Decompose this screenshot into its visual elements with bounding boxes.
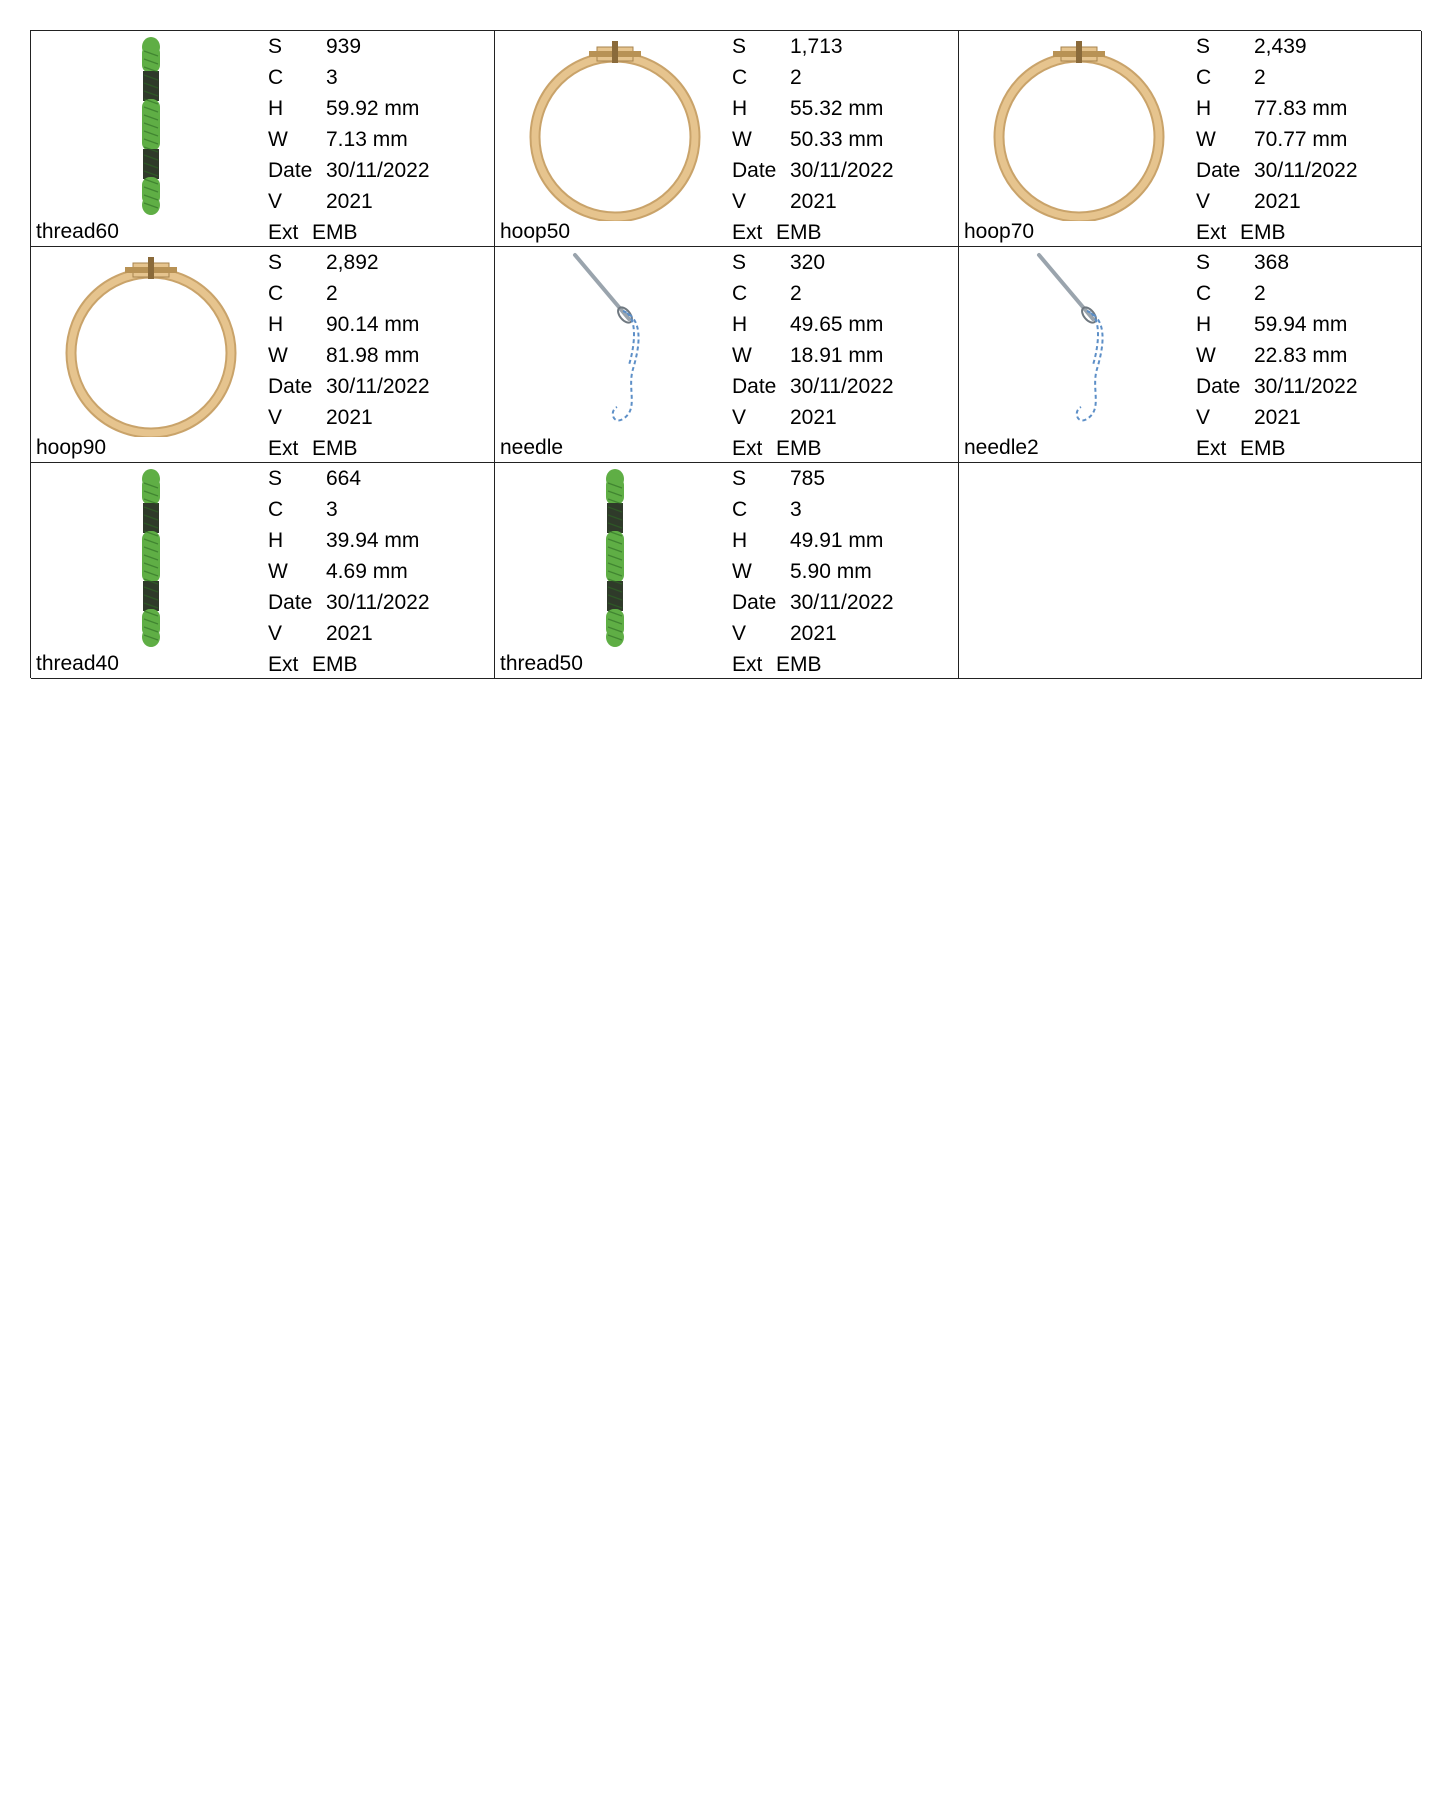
embroidery-hoop-icon <box>41 249 261 437</box>
date-value: 30/11/2022 <box>326 591 430 614</box>
height-label: H <box>1196 97 1212 120</box>
embroidery-hoop-icon <box>969 33 1189 221</box>
extension-label: Ext <box>732 437 763 460</box>
design-cell[interactable] <box>31 31 495 247</box>
stitches-label: S <box>1196 35 1211 58</box>
stitches-label: S <box>732 251 747 274</box>
version-value: 2021 <box>790 406 837 429</box>
date-label: Date <box>732 591 777 614</box>
stitches-value: 664 <box>326 467 362 490</box>
width-value: 18.91 mm <box>790 344 884 367</box>
colors-value: 2 <box>1254 66 1266 89</box>
extension-label: Ext <box>1196 437 1227 460</box>
design-name: hoop50 <box>500 220 571 243</box>
design-cell[interactable] <box>31 463 495 679</box>
height-label: H <box>268 313 284 336</box>
width-value: 70.77 mm <box>1254 128 1348 151</box>
version-label: V <box>268 190 283 213</box>
date-value: 30/11/2022 <box>326 159 430 182</box>
height-label: H <box>268 529 284 552</box>
extension-value: EMB <box>776 437 822 460</box>
height-value: 39.94 mm <box>326 529 420 552</box>
design-info <box>268 31 488 247</box>
width-value: 50.33 mm <box>790 128 884 151</box>
width-value: 5.90 mm <box>790 560 872 583</box>
needle-icon <box>505 249 725 437</box>
stitches-value: 785 <box>790 467 826 490</box>
colors-value: 2 <box>326 282 338 305</box>
thread-spool-icon <box>41 33 261 221</box>
height-label: H <box>1196 313 1212 336</box>
design-name: needle2 <box>964 436 1039 459</box>
thread-spool-icon <box>41 465 261 653</box>
width-label: W <box>1196 344 1216 367</box>
design-cell[interactable] <box>495 31 959 247</box>
extension-label: Ext <box>732 653 763 676</box>
height-value: 59.92 mm <box>326 97 420 120</box>
height-value: 59.94 mm <box>1254 313 1348 336</box>
stitches-value: 320 <box>790 251 826 274</box>
width-label: W <box>268 344 288 367</box>
version-value: 2021 <box>790 190 837 213</box>
width-value: 4.69 mm <box>326 560 408 583</box>
extension-value: EMB <box>312 221 358 244</box>
height-label: H <box>268 97 284 120</box>
colors-value: 2 <box>790 282 802 305</box>
date-value: 30/11/2022 <box>326 375 430 398</box>
version-value: 2021 <box>1254 190 1301 213</box>
date-label: Date <box>1196 375 1241 398</box>
extension-value: EMB <box>1240 221 1286 244</box>
design-name: thread50 <box>500 652 583 675</box>
date-label: Date <box>732 375 777 398</box>
extension-label: Ext <box>1196 221 1227 244</box>
stitches-value: 368 <box>1254 251 1290 274</box>
design-name: hoop90 <box>36 436 107 459</box>
colors-label: C <box>1196 66 1212 89</box>
version-label: V <box>268 622 283 645</box>
stitches-value: 1,713 <box>790 35 843 58</box>
width-label: W <box>268 560 288 583</box>
width-value: 22.83 mm <box>1254 344 1348 367</box>
design-info <box>732 31 952 247</box>
height-value: 55.32 mm <box>790 97 884 120</box>
needle-icon <box>969 249 1189 437</box>
width-label: W <box>268 128 288 151</box>
colors-label: C <box>268 282 284 305</box>
version-label: V <box>1196 190 1211 213</box>
design-name: thread60 <box>36 220 119 243</box>
height-value: 49.91 mm <box>790 529 884 552</box>
width-value: 7.13 mm <box>326 128 408 151</box>
colors-label: C <box>732 498 748 521</box>
design-name: needle <box>500 436 564 459</box>
stitches-value: 2,439 <box>1254 35 1307 58</box>
extension-value: EMB <box>776 653 822 676</box>
colors-value: 2 <box>790 66 802 89</box>
version-label: V <box>732 406 747 429</box>
date-value: 30/11/2022 <box>790 591 894 614</box>
extension-value: EMB <box>312 653 358 676</box>
height-value: 77.83 mm <box>1254 97 1348 120</box>
height-value: 49.65 mm <box>790 313 884 336</box>
stitches-value: 939 <box>326 35 362 58</box>
colors-value: 3 <box>790 498 802 521</box>
extension-value: EMB <box>776 221 822 244</box>
design-cell[interactable] <box>959 247 1422 463</box>
colors-label: C <box>268 66 284 89</box>
extension-label: Ext <box>268 437 299 460</box>
design-name: hoop70 <box>964 220 1035 243</box>
stitches-value: 2,892 <box>326 251 379 274</box>
design-cell[interactable] <box>495 247 959 463</box>
design-info <box>268 463 488 679</box>
colors-label: C <box>1196 282 1212 305</box>
colors-label: C <box>732 282 748 305</box>
width-label: W <box>1196 128 1216 151</box>
thread-spool-icon <box>505 465 725 653</box>
colors-value: 3 <box>326 498 338 521</box>
colors-label: C <box>732 66 748 89</box>
date-label: Date <box>268 375 313 398</box>
stitches-label: S <box>732 467 747 490</box>
height-value: 90.14 mm <box>326 313 420 336</box>
design-name: thread40 <box>36 652 119 675</box>
design-catalog-grid <box>30 30 1421 678</box>
version-label: V <box>732 622 747 645</box>
empty-cell <box>959 463 1422 679</box>
version-label: V <box>268 406 283 429</box>
design-info <box>732 463 952 679</box>
stitches-label: S <box>268 467 283 490</box>
extension-value: EMB <box>1240 437 1286 460</box>
extension-label: Ext <box>268 221 299 244</box>
width-label: W <box>732 560 752 583</box>
version-value: 2021 <box>326 406 373 429</box>
version-value: 2021 <box>326 190 373 213</box>
colors-label: C <box>268 498 284 521</box>
height-label: H <box>732 313 748 336</box>
design-info <box>732 247 952 463</box>
stitches-label: S <box>1196 251 1211 274</box>
date-value: 30/11/2022 <box>1254 375 1358 398</box>
design-info <box>268 247 488 463</box>
extension-value: EMB <box>312 437 358 460</box>
width-label: W <box>732 344 752 367</box>
height-label: H <box>732 97 748 120</box>
version-label: V <box>732 190 747 213</box>
design-info <box>1196 247 1416 463</box>
version-label: V <box>1196 406 1211 429</box>
version-value: 2021 <box>326 622 373 645</box>
stitches-label: S <box>268 251 283 274</box>
date-label: Date <box>1196 159 1241 182</box>
design-cell[interactable] <box>495 463 959 679</box>
embroidery-hoop-icon <box>505 33 725 221</box>
date-value: 30/11/2022 <box>790 375 894 398</box>
date-label: Date <box>732 159 777 182</box>
design-cell[interactable] <box>31 247 495 463</box>
width-label: W <box>732 128 752 151</box>
date-value: 30/11/2022 <box>1254 159 1358 182</box>
colors-value: 2 <box>1254 282 1266 305</box>
height-label: H <box>732 529 748 552</box>
design-info <box>1196 31 1416 247</box>
date-label: Date <box>268 159 313 182</box>
version-value: 2021 <box>790 622 837 645</box>
colors-value: 3 <box>326 66 338 89</box>
extension-label: Ext <box>732 221 763 244</box>
design-cell[interactable] <box>959 31 1422 247</box>
width-value: 81.98 mm <box>326 344 420 367</box>
stitches-label: S <box>732 35 747 58</box>
version-value: 2021 <box>1254 406 1301 429</box>
date-value: 30/11/2022 <box>790 159 894 182</box>
stitches-label: S <box>268 35 283 58</box>
date-label: Date <box>268 591 313 614</box>
extension-label: Ext <box>268 653 299 676</box>
